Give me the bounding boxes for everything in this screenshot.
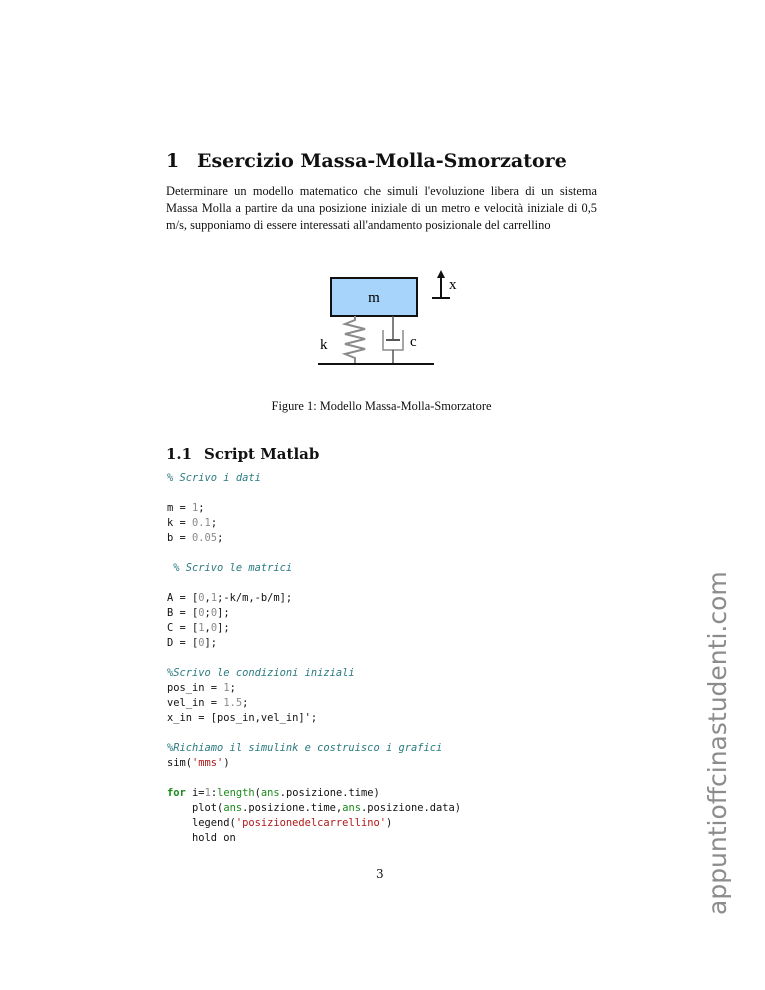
spring-label: k xyxy=(320,337,328,353)
code-line: B = [0;0]; xyxy=(167,607,230,619)
intro-paragraph: Determinare un modello matematico che simuli l'evoluzione libera di un sistema Massa Molla a partire da una posizione iniziale di un metro e velocità iniziale di 0,5 m/s, supponiamo di essere interessati all'andamento posizionale del carrellino xyxy=(166,184,597,232)
code-line: % Scrivo le matrici xyxy=(167,562,293,574)
watermark: appuntioffcinastudenti.com xyxy=(703,571,732,915)
code-line xyxy=(167,486,461,501)
code-line: k = 0.1; xyxy=(167,517,218,529)
code-line: legend('posizionedelcarrellino') xyxy=(167,817,393,829)
code-line xyxy=(167,726,461,741)
code-line: m = 1; xyxy=(167,502,205,514)
subsection-number: 1.1 xyxy=(166,445,193,463)
code-line: hold on xyxy=(167,832,236,844)
section-title xyxy=(166,150,567,172)
subsection-title-text: Script Matlab xyxy=(204,445,320,463)
subsection-title xyxy=(166,445,319,463)
code-line: plot(ans.posizione.time,ans.posizione.data) xyxy=(167,802,462,814)
code-line: vel_in = 1.5; xyxy=(167,697,249,709)
code-line: sim('mms') xyxy=(167,757,230,769)
section-number: 1 xyxy=(166,150,180,172)
code-line: D = [0]; xyxy=(167,637,218,649)
code-line xyxy=(167,576,461,591)
section-title-text: Esercizio Massa-Molla-Smorzatore xyxy=(197,150,567,172)
code-line: for i=1:length(ans.posizione.time) xyxy=(167,787,380,799)
figure-caption: Figure 1: Modello Massa-Molla-Smorzatore xyxy=(271,399,492,413)
code-line xyxy=(167,771,461,786)
damper-label: c xyxy=(410,334,417,350)
code-line xyxy=(167,546,461,561)
spring xyxy=(345,316,365,364)
code-line: x_in = [pos_in,vel_in]'; xyxy=(167,712,318,724)
code-line xyxy=(167,651,461,666)
code-line: %Scrivo le condizioni iniziali xyxy=(167,667,355,679)
code-line: %Richiamo il simulink e costruisco i grafici xyxy=(167,742,443,754)
code-line: pos_in = 1; xyxy=(167,682,236,694)
mass-spring-damper-diagram xyxy=(310,268,470,372)
mass-label: m xyxy=(368,290,380,306)
code-line: C = [1,0]; xyxy=(167,622,230,634)
code-line: A = [0,1;-k/m,-b/m]; xyxy=(167,592,293,604)
matlab-code-block xyxy=(167,471,461,846)
code-line: % Scrivo i dati xyxy=(167,472,261,484)
page-number: 3 xyxy=(376,867,384,881)
code-line: b = 0.05; xyxy=(167,532,224,544)
axis-label: x xyxy=(449,277,457,293)
axis-arrow-head xyxy=(437,270,445,278)
